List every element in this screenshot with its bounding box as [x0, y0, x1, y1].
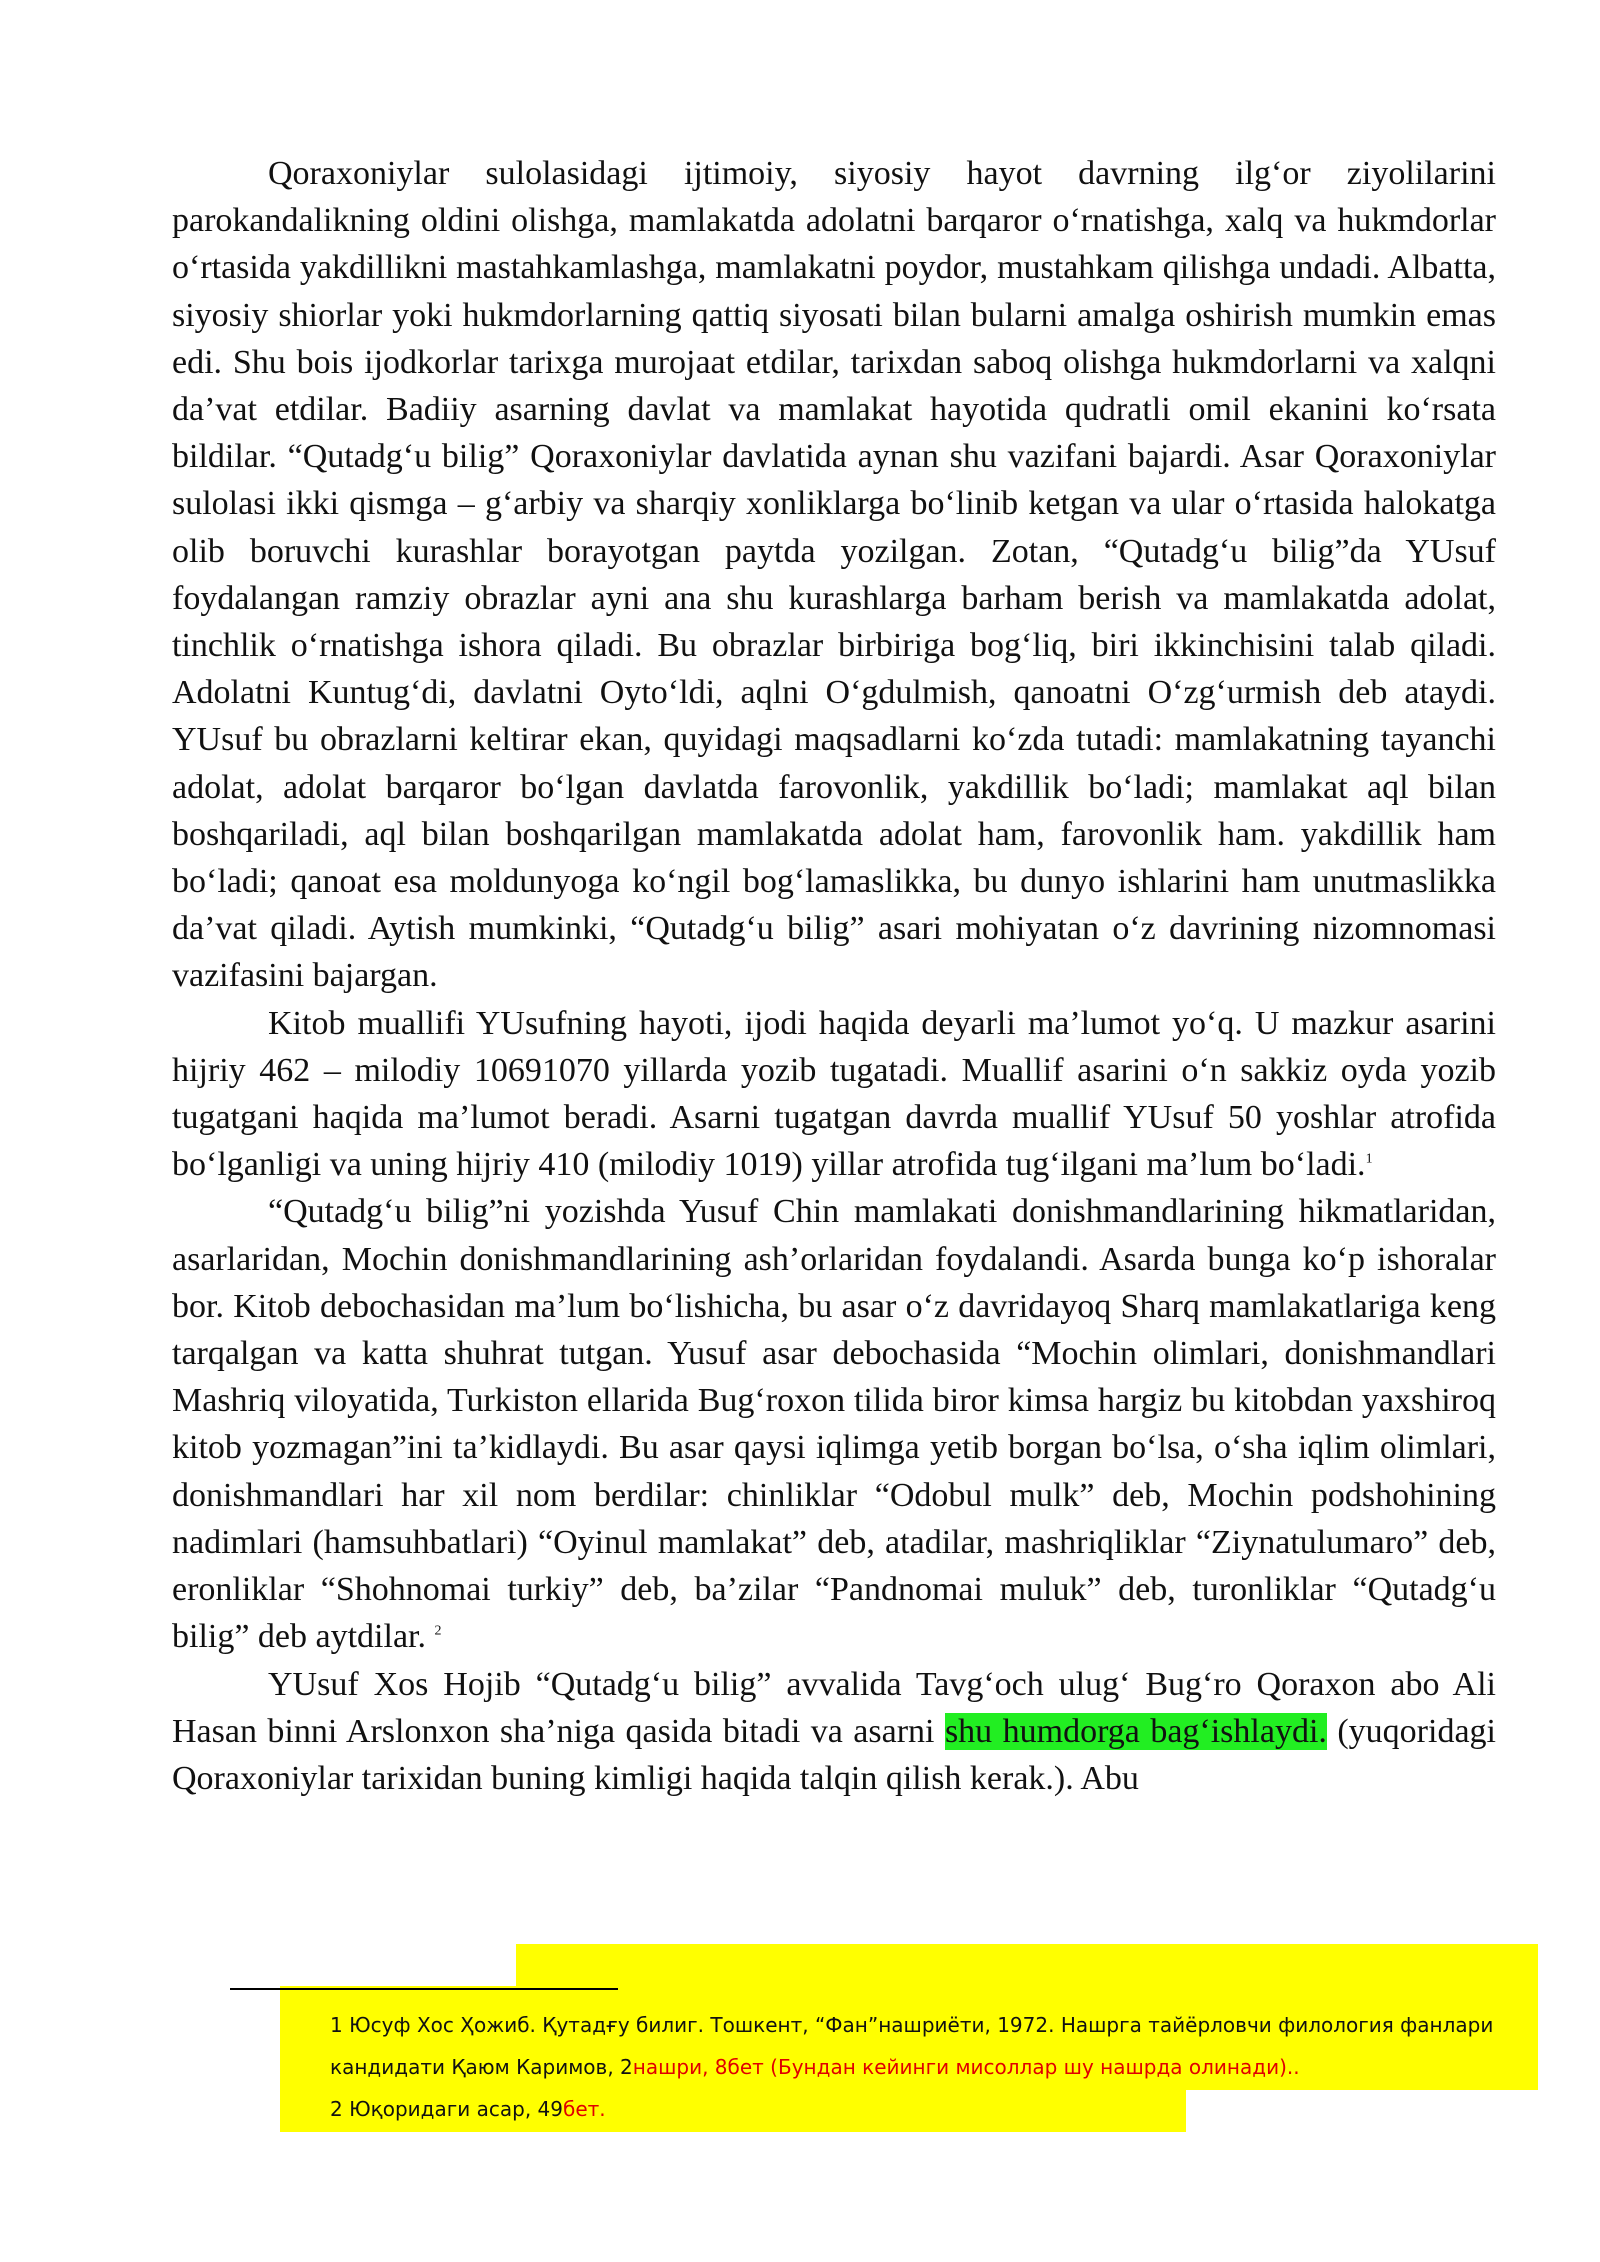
paragraph-2	[172, 1000, 1496, 1189]
paragraph-4	[172, 1661, 1496, 1803]
footnote-2	[330, 2088, 1530, 2130]
footnotes	[330, 2004, 1530, 2130]
document-body	[172, 150, 1496, 1802]
paragraph-2-text: Kitob muallifi YUsufning hayoti, ijodi haqida deyarli ma’lumot yo‘q. U mazkur asarini hijriy 462 – milodiy 10691070 yillarda yozib tugatadi. Muallif asarini o‘n sakkiz oyda yozib tugatgani haqida ma’lumot beradi. Asarni tugatgan davrda muallif YUsuf 50 yoshlar atrofida bo‘lganligi va uning hijriy 410 (milodiy 1019) yillar atrofida tug‘ilgani ma’lum bo‘ladi.	[172, 1004, 1496, 1184]
paragraph-1-text: Qoraxoniylar sulolasidagi ijtimoiy, siyosiy hayot davrning ilg‘or ziyolilarini parokandalikning oldini olishga, mamlakatda adolatni barqaror o‘rnatishga, xalq va hukmdorlar o‘rtasida yakdillikni mastahkamlashga, mamlakatni poydor, mustahkam qilishga undadi. Albatta, siyosiy shiorlar yoki hukmdorlarning qattiq siyosati bilan bularni amalga oshirish mumkin emas edi. Shu bois ijodkorlar tarixga murojaat etdilar, tarixdan saboq olishga hukmdorlarni va xalqni da’vat etdilar. Badiiy asarning davlat va mamlakat hayotida qudratli omil ekanini ko‘rsata bildilar. “Qutadg‘u bilig” Qoraxoniylar davlatida aynan shu vazifani bajardi. Asar Qoraxoniylar sulolasi ikki qismga – g‘arbiy va sharqiy xonliklarga bo‘linib ketgan va ular o‘rtasida halokatga olib boruvchi kurashlar borayotgan paytda yozilgan. Zotan, “Qutadg‘u bilig”da YUsuf foydalangan ramziy obrazlar ayni ana shu kurashlarga barham berish va mamlakatda adolat, tinchlik o‘rnatishga ishora qiladi. Bu obrazlar birbiriga bog‘liq, biri ikkinchisini talab qiladi. Adolatni Kuntug‘di, davlatni Oyto‘ldi, aqlni O‘gdulmish, qanoatni O‘zg‘urmish deb ataydi. YUsuf bu obrazlarni keltirar ekan, quyidagi maqsadlarni ko‘zda tutadi: mamlakatning tayanchi adolat, adolat barqaror bo‘lgan davlatda farovonlik, yakdillik bo‘ladi; mamlakat aql bilan boshqariladi, aql bilan boshqarilgan mamlakatda adolat ham, farovonlik ham. yakdillik ham bo‘ladi; qanoat esa moldunyoga ko‘ngil bog‘lamaslikka, bu dunyo ishlarini ham unutmaslikka da’vat qiladi. Aytish mumkinki, “Qutadg‘u bilig” asari mohiyatan o‘z davrining nizomnomasi vazifasini bajargan.	[172, 155, 1496, 995]
paragraph-4-text-before: YUsuf Xos Hojib “Qutadg‘u bilig” avvalida Tavg‘och ulug‘ Bug‘ro Qoraxon abo Ali Hasan binni Arslonxon sha’niga qasida bitadi va asarni	[172, 1665, 1496, 1750]
paragraph-3	[172, 1188, 1496, 1660]
highlighted-text: shu humdorga bag‘ishlaydi.	[944, 1712, 1327, 1750]
paragraph-1	[172, 150, 1496, 1000]
footnote-1	[330, 2004, 1530, 2088]
paragraph-3-text: “Qutadg‘u bilig”ni yozishda Yusuf Chin mamlakati donishmandlarining hikmatlaridan, asarlaridan, Mochin donishmandlarining ash’orlaridan foydalandi. Asarda bunga ko‘p ishoralar bor. Kitob debochasidan ma’lum bo‘lishicha, bu asar o‘z davridayoq Sharq mamlakatlariga keng tarqalgan va katta shuhrat tutgan. Yusuf asar debochasida “Mochin olimlari, donishmandlari Mashriq viloyatida, Turkiston ellarida Bug‘roxon tilida biror kimsa hargiz bu kitobdan yaxshiroq kitob yozmagan”ini ta’kidlaydi. Bu asar qaysi iqlimga yetib borgan bo‘lsa, o‘sha iqlim olimlari, donishmandlari har xil nom berdilar: chinliklar “Odobul mulk” deb, Mochin podshohining nadimlari (hamsuhbatlari) “Oyinul mamlakat” deb, atadilar, mashriqliklar “Ziynatulumaro” deb, eronliklar “Shohnomai turkiy” deb, ba’zilar “Pandnomai muluk” deb, turonliklar “Qutadg‘u bilig” deb aytdilar.	[172, 1193, 1496, 1656]
footnote-2-red-text: бет.	[563, 2097, 606, 2121]
footnote-separator	[230, 1988, 618, 1990]
footnote-2-text: 2 Юқоридаги асар, 49	[330, 2097, 563, 2121]
paragraph-4-text-after: (yuqoridagi Qoraxoniylar tarixidan buning kimligi haqida talqin qilish kerak.). Abu	[172, 1712, 1496, 1797]
footnote-1-text: 1 Юсуф Хос Ҳожиб. Қутадғу билиг. Тошкент, “Фан”нашриёти, 1972. Нашрга тайёрловчи филология фанлари кандидати Қаюм Каримов, 2	[330, 2013, 1494, 2079]
footnote-ref-1[interactable]: 1	[1365, 1151, 1373, 1167]
footnote-ref-2[interactable]: 2	[434, 1623, 442, 1639]
footnote-1-red-text: нашри, 8бет (Бундан кейинги мисоллар шу нашрда олинади)..	[632, 2055, 1300, 2079]
